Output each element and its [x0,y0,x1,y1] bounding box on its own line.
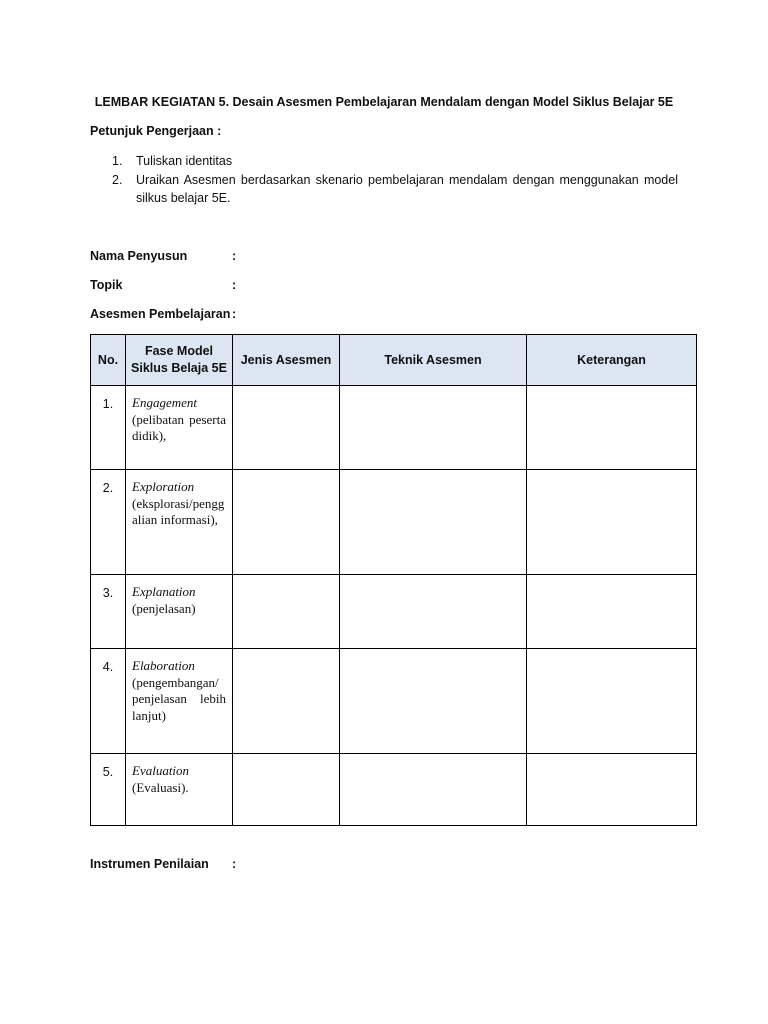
field-colon: : [232,249,237,263]
cell-jenis[interactable] [233,470,340,575]
cell-jenis[interactable] [233,649,340,754]
field-colon: : [232,307,237,321]
field-label: Topik [90,278,123,292]
header-teknik: Teknik Asesmen [340,335,527,386]
cell-phase [126,575,233,649]
field-label: Asesmen Pembelajaran [90,307,231,321]
cell-keterangan[interactable] [527,754,697,826]
table-row [91,470,697,575]
cell-teknik[interactable] [340,470,527,575]
cell-keterangan[interactable] [527,649,697,754]
cell-jenis[interactable] [233,386,340,470]
header-keterangan: Keterangan [527,335,697,386]
cell-jenis[interactable] [233,754,340,826]
phase-description: (eksplorasi/penggalian informasi), [132,495,225,527]
cell-teknik[interactable] [340,575,527,649]
cell-no: 5. [91,754,126,826]
cell-phase [126,386,233,470]
page-title: LEMBAR KEGIATAN 5. Desain Asesmen Pembelajaran Mendalam dengan Model Siklus Belajar 5E [94,95,674,109]
table-row [91,649,697,754]
instructions-label: Petunjuk Pengerjaan : [90,124,222,138]
cell-keterangan[interactable] [527,470,697,575]
cell-teknik[interactable] [340,649,527,754]
table-row [91,754,697,826]
field-asesmen-pembelajaran [90,307,237,321]
field-topik [90,278,237,292]
phase-name: Evaluation [132,763,190,778]
cell-jenis[interactable] [233,575,340,649]
instructions-list [112,152,678,208]
cell-phase [126,754,233,826]
table-row [91,386,697,470]
field-colon: : [232,857,237,871]
cell-teknik[interactable] [340,386,527,470]
assessment-table [90,334,697,826]
phase-description: (Evaluasi). [132,779,189,795]
header-jenis: Jenis Asesmen [233,335,340,386]
cell-no: 1. [91,386,126,470]
header-no: No. [91,335,126,386]
instruction-text: Uraikan Asesmen berdasarkan skenario pembelajaran mendalam dengan menggunakan model silkus belajar 5E. [136,172,678,205]
instruction-number: 1. [112,154,123,168]
field-nama-penyusun [90,249,237,263]
cell-teknik[interactable] [340,754,527,826]
cell-phase [126,649,233,754]
cell-phase [126,470,233,575]
header-fase: Fase Model Siklus Belaja 5E [126,335,233,386]
field-label: Nama Penyusun [90,249,188,263]
table-header-row [91,335,697,386]
instruction-item [112,171,678,208]
instruction-number: 2. [112,172,123,187]
phase-name: Elaboration [132,658,195,673]
instruction-item [112,152,678,171]
instruction-text: Tuliskan identitas [136,154,233,168]
phase-name: Explanation [132,584,196,599]
field-instrumen-penilaian [90,857,237,871]
phase-name: Exploration [132,479,195,494]
cell-no: 2. [91,470,126,575]
phase-description: (pengembangan/ penjelasan lebih lanjut) [132,674,226,723]
phase-description: (pelibatan peserta didik), [132,411,226,443]
cell-no: 4. [91,649,126,754]
cell-keterangan[interactable] [527,575,697,649]
field-label: Instrumen Penilaian [90,857,209,871]
phase-description: (penjelasan) [132,600,196,616]
cell-keterangan[interactable] [527,386,697,470]
cell-no: 3. [91,575,126,649]
field-colon: : [232,278,237,292]
table-row [91,575,697,649]
phase-name: Engagement [132,395,197,410]
